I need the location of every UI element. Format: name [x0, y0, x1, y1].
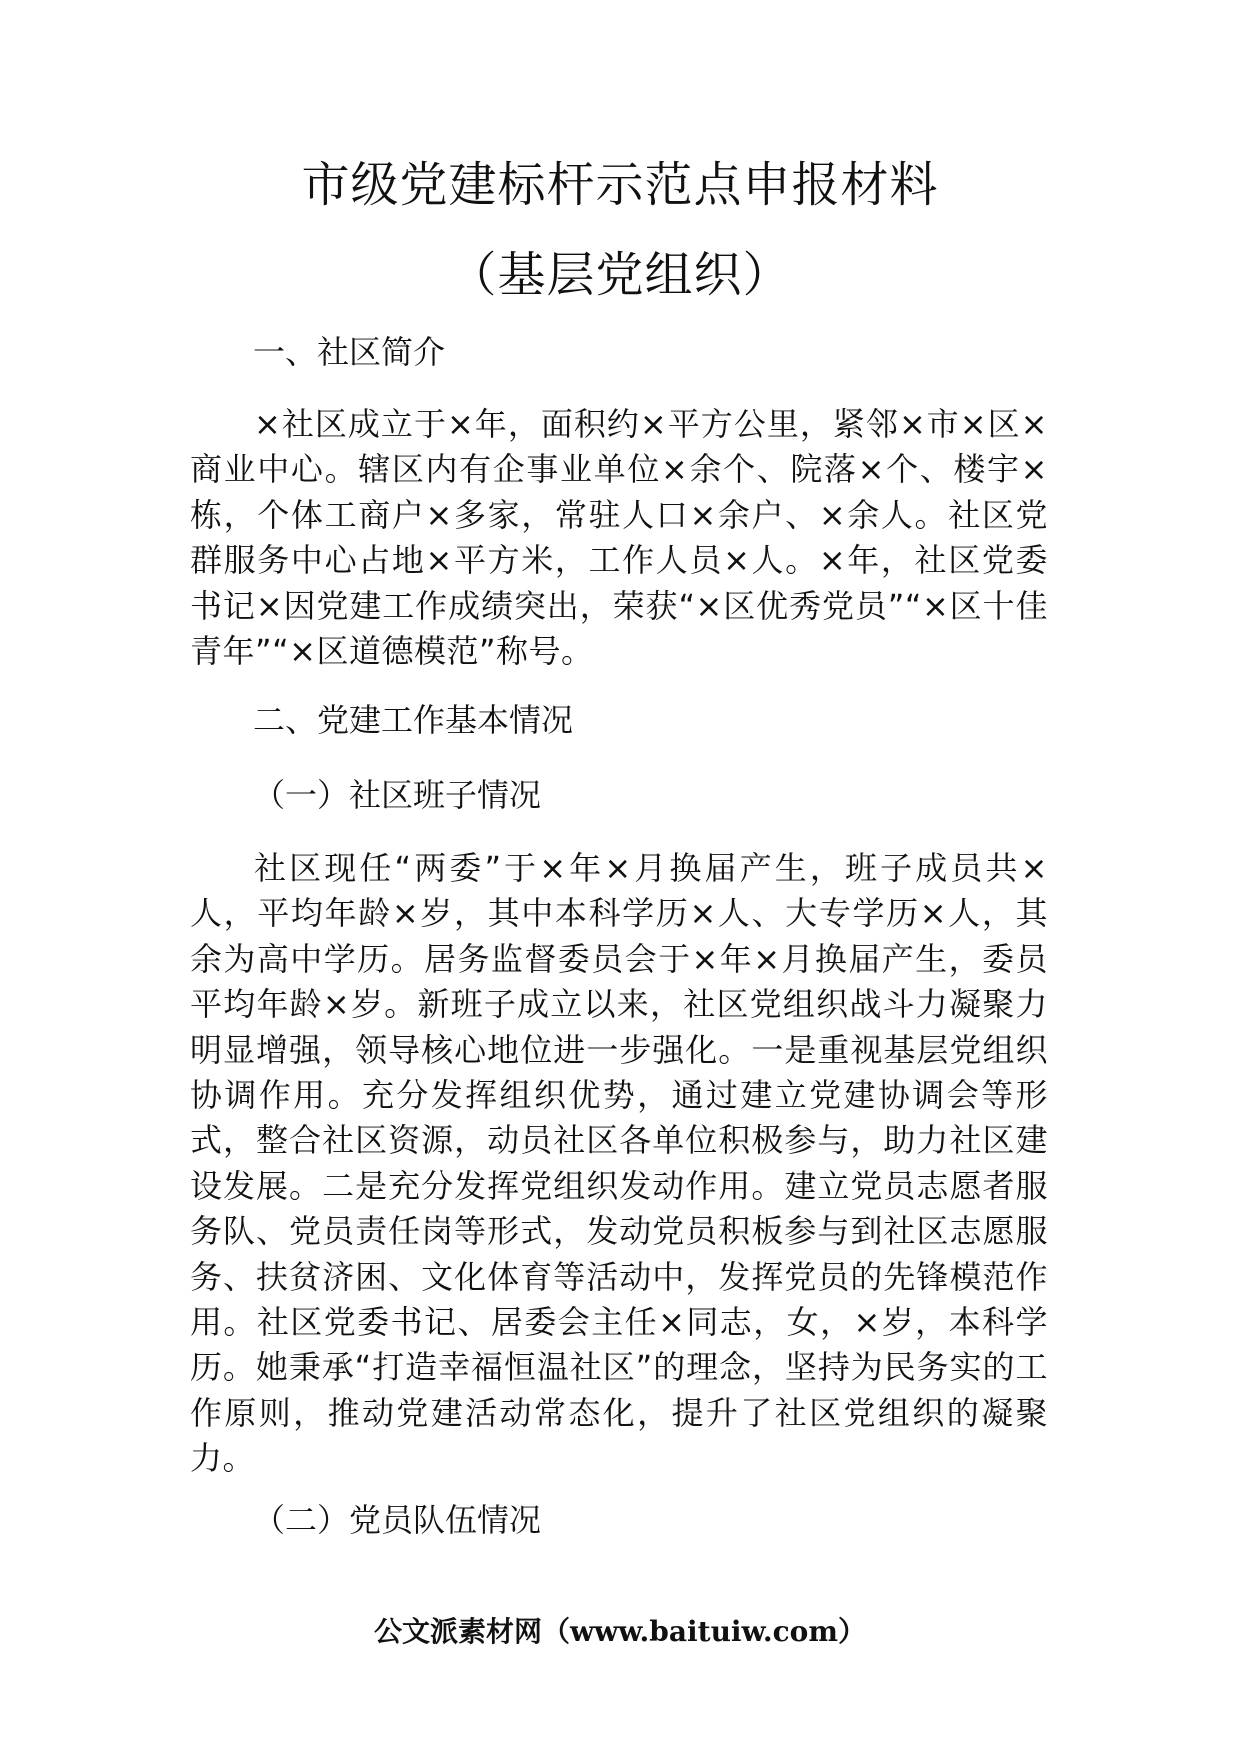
subsection-heading-leadership: （一）社区班子情况: [253, 776, 542, 814]
document-subtitle: （基层党组织）: [448, 247, 792, 303]
subsection-heading-members: （二）党员队伍情况: [253, 1501, 542, 1539]
paragraph-leadership: 社区现任“两委”于×年×月换届产生，班子成员共×人，平均年龄×岁，其中本科学历×人、大专学历×人，其余为高中学历。居务监督委员会于×年×月换届产生，委员平均年龄×岁。新班子成立以来，社区党组织战斗力凝聚力明显增强，领导核心地位进一步强化。一是重视基层党组织协调作用。充分发挥组织优势，通过建立党建协调会等形式，整合社区资源，动员社区各单位积极参与，助力社区建设发展。二是充分发挥党组织发动作用。建立党员志愿者服务队、党员责任岗等形式，发动党员积板参与到社区志愿服务、扶贫济困、文化体育等活动中，发挥党员的先锋模范作用。社区党委书记、居委会主任×同志，女，×岁，本科学历。她秉承“打造幸福恒温社区”的理念，坚持为民务实的工作原则，推动党建活动常态化，提升了社区党组织的凝聚力。: [190, 849, 1048, 1478]
section-heading-party-building: 二、党建工作基本情况: [253, 701, 574, 739]
document-title: 市级党建标杆示范点申报材料: [301, 157, 939, 213]
paragraph-intro: ×社区成立于×年，面积约×平方公里，紧邻×市×区×商业中心。辖区内有企事业单位×余个、院落×个、楼宇×栋，个体工商户×多家，常驻人口×余户、×余人。社区党群服务中心占地×平方米，工作人员×人。×年，社区党委书记×因党建工作成绩突出，荣获“×区优秀党员”“×区十佳青年”“×区道德模范”称号。: [190, 405, 1048, 671]
section-heading-intro: 一、社区简介: [253, 333, 446, 371]
footer-watermark: 公文派素材网（www.baituiw.com）: [374, 1615, 866, 1648]
